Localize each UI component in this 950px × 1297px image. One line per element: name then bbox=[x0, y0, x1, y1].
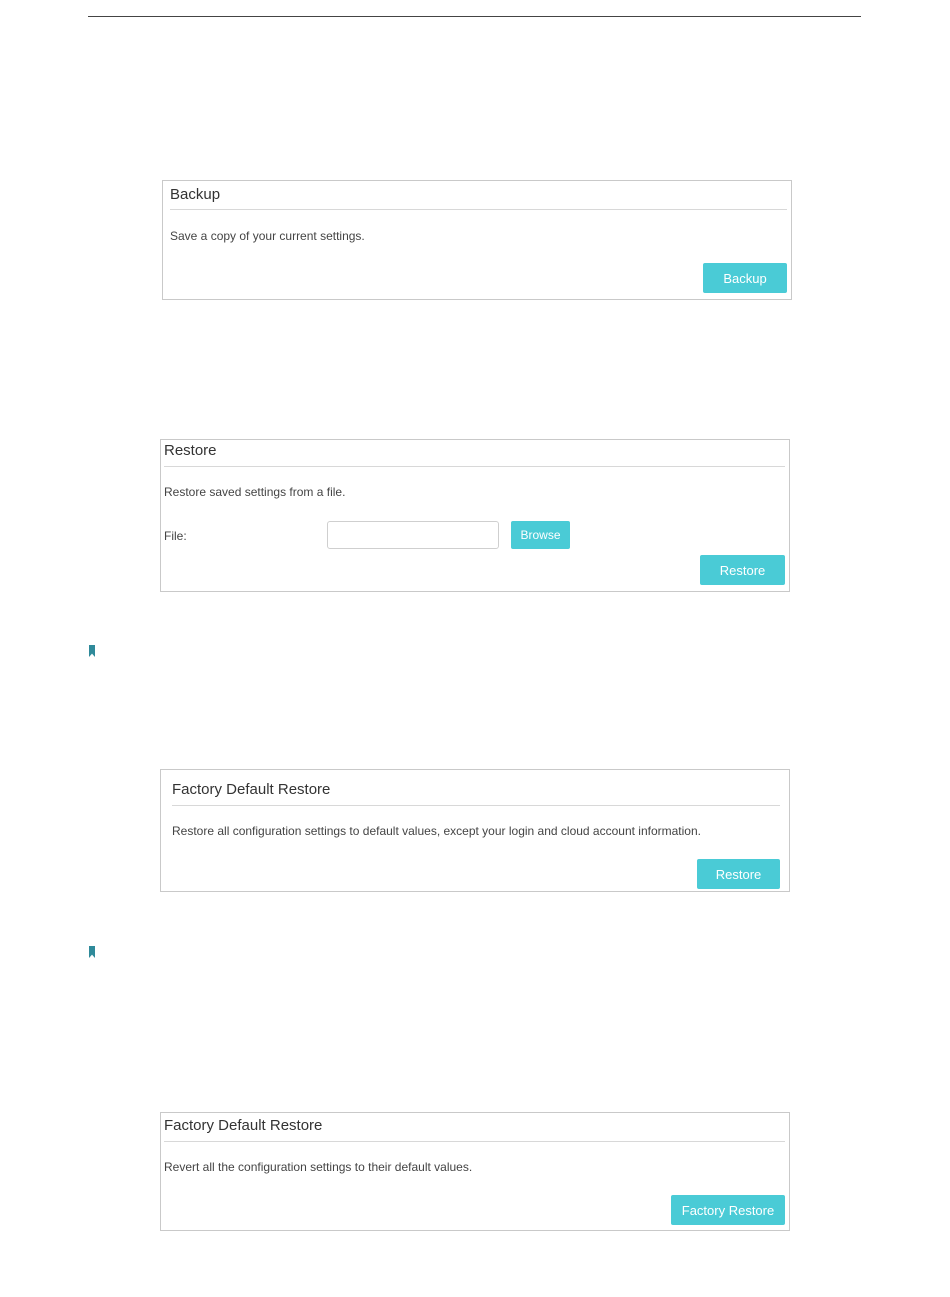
factory-restore-panel-title: Factory Default Restore bbox=[164, 1117, 323, 1134]
factory-restore-button[interactable]: Factory Restore bbox=[671, 1195, 785, 1225]
backup-panel-divider bbox=[170, 209, 787, 210]
restore-button[interactable]: Restore bbox=[700, 555, 785, 585]
bookmark-icon bbox=[89, 946, 95, 958]
backup-panel-title: Backup bbox=[170, 186, 221, 203]
page-header-rule bbox=[88, 16, 861, 17]
factory-default-restore-button[interactable]: Restore bbox=[697, 859, 780, 889]
file-path-input[interactable] bbox=[327, 521, 499, 549]
backup-button[interactable]: Backup bbox=[703, 263, 787, 293]
bookmark-icon bbox=[89, 645, 95, 657]
factory-restore-panel bbox=[160, 1112, 790, 1231]
file-field-label: File: bbox=[164, 529, 187, 543]
browse-button[interactable]: Browse bbox=[511, 521, 570, 549]
restore-panel-divider bbox=[164, 466, 785, 467]
backup-panel-description: Save a copy of your current settings. bbox=[170, 229, 365, 243]
restore-panel-description: Restore saved settings from a file. bbox=[164, 485, 346, 499]
factory-default-panel-description: Restore all configuration settings to default values, except your login and cloud account information. bbox=[172, 824, 701, 838]
backup-panel bbox=[162, 180, 792, 300]
factory-restore-panel-description: Revert all the configuration settings to their default values. bbox=[164, 1160, 473, 1174]
factory-default-panel-divider bbox=[172, 805, 780, 806]
factory-restore-panel-divider bbox=[164, 1141, 785, 1142]
restore-panel-title: Restore bbox=[164, 442, 217, 459]
restore-panel bbox=[160, 439, 790, 592]
factory-default-panel-title: Factory Default Restore bbox=[172, 781, 331, 798]
factory-default-panel bbox=[160, 769, 790, 892]
